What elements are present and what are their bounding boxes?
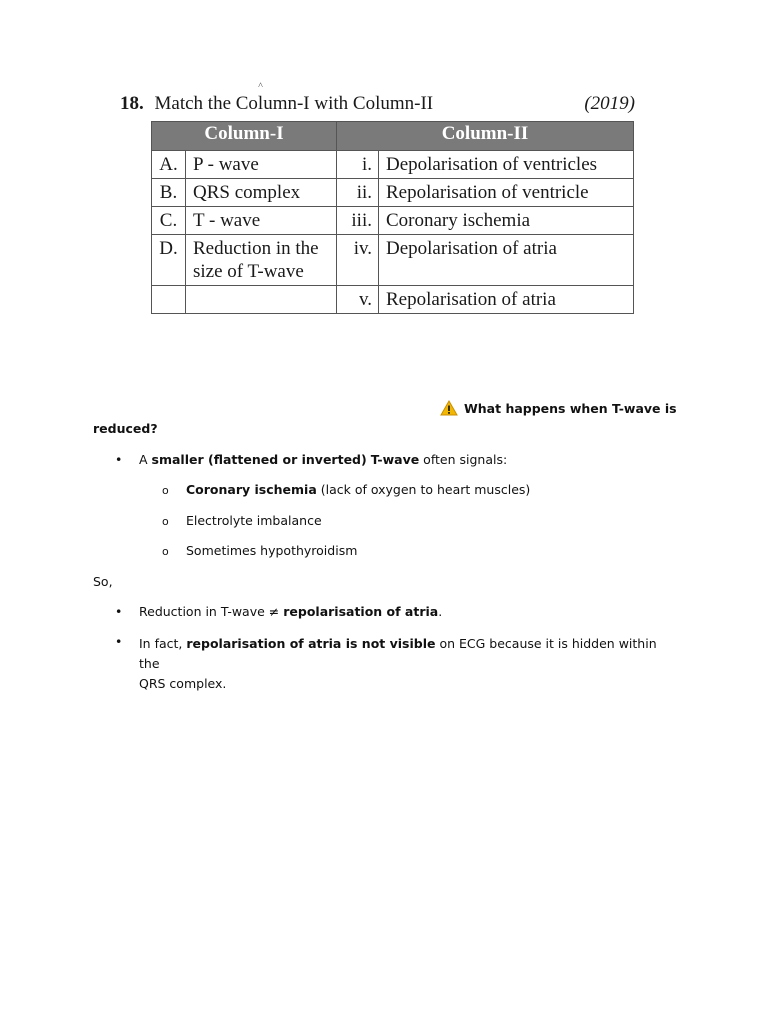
row-match: Repolarisation of ventricle bbox=[379, 179, 634, 207]
row-letter: B. bbox=[152, 179, 186, 207]
stray-mark: ˄ bbox=[258, 80, 264, 90]
question-year: (2019) bbox=[584, 93, 635, 114]
row-match: Depolarisation of atria bbox=[379, 235, 634, 286]
text-run-bold: Coronary ischemia bbox=[186, 482, 317, 497]
row-match: Depolarisation of ventricles bbox=[379, 151, 634, 179]
row-letter bbox=[152, 286, 186, 314]
notes-heading-text: What happens when T-wave is bbox=[464, 401, 677, 416]
text-run-bold: repolarisation of atria bbox=[283, 604, 439, 619]
table-row bbox=[152, 286, 634, 314]
text-run: Sometimes hypothyroidism bbox=[186, 543, 358, 558]
table-row bbox=[152, 235, 634, 286]
text-run: Reduction in T-wave ≠ bbox=[139, 604, 284, 619]
row-letter: D. bbox=[152, 235, 186, 286]
question-header bbox=[120, 93, 635, 119]
sub-item bbox=[186, 513, 322, 528]
row-item bbox=[186, 235, 337, 286]
text-run: In fact, bbox=[139, 636, 187, 651]
question-prompt: Match the Column-I with Column-II bbox=[154, 93, 434, 114]
notes-heading bbox=[440, 400, 677, 416]
text-run: often signals: bbox=[419, 452, 508, 467]
text-run-bold: smaller (flattened or inverted) bbox=[151, 452, 367, 467]
warning-icon bbox=[440, 400, 458, 416]
row-item-line: Reduction in the bbox=[193, 238, 319, 259]
row-roman: ii. bbox=[337, 179, 379, 207]
question-number: 18. bbox=[120, 93, 144, 114]
bullet-dot: • bbox=[115, 604, 123, 619]
row-roman: iii. bbox=[337, 207, 379, 235]
row-roman: i. bbox=[337, 151, 379, 179]
sub-bullet-circle: o bbox=[162, 545, 169, 558]
row-item: T - wave bbox=[186, 207, 337, 235]
row-match: Coronary ischemia bbox=[379, 207, 634, 235]
table-row bbox=[152, 151, 634, 179]
row-item-line: size of T-wave bbox=[193, 261, 304, 282]
table-row bbox=[152, 207, 634, 235]
text-run-bold: T-wave bbox=[370, 452, 420, 467]
row-roman: v. bbox=[337, 286, 379, 314]
row-item: P - wave bbox=[186, 151, 337, 179]
row-match: Repolarisation of atria bbox=[379, 286, 634, 314]
column-2-header: Column-II bbox=[337, 122, 634, 151]
sub-bullet-circle: o bbox=[162, 484, 169, 497]
text-run: Electrolyte imbalance bbox=[186, 513, 322, 528]
text-run: (lack of oxygen to heart muscles) bbox=[316, 482, 531, 497]
bullet-item bbox=[139, 452, 507, 467]
match-table bbox=[151, 121, 634, 314]
text-run-bold: repolarisation of atria is not visible bbox=[186, 636, 436, 651]
bullet-item bbox=[139, 604, 442, 619]
column-1-header: Column-I bbox=[152, 122, 337, 151]
row-item bbox=[186, 286, 337, 314]
row-letter: A. bbox=[152, 151, 186, 179]
sub-item bbox=[186, 543, 357, 558]
so-text: So, bbox=[93, 574, 113, 589]
bullet-item bbox=[139, 634, 679, 694]
bullet-dot: • bbox=[115, 452, 123, 467]
row-roman: iv. bbox=[337, 235, 379, 286]
sub-item bbox=[186, 482, 530, 497]
text-run: A bbox=[139, 452, 152, 467]
text-run: . bbox=[438, 604, 443, 619]
row-item: QRS complex bbox=[186, 179, 337, 207]
bullet-dot: • bbox=[115, 634, 123, 649]
row-letter: C. bbox=[152, 207, 186, 235]
sub-bullet-circle: o bbox=[162, 515, 169, 528]
notes-heading-continued: reduced? bbox=[93, 421, 158, 436]
table-header-row bbox=[152, 122, 634, 151]
text-run: QRS complex. bbox=[139, 676, 227, 691]
table-row bbox=[152, 179, 634, 207]
text-run: on ECG because it is hidden within the bbox=[139, 636, 657, 671]
